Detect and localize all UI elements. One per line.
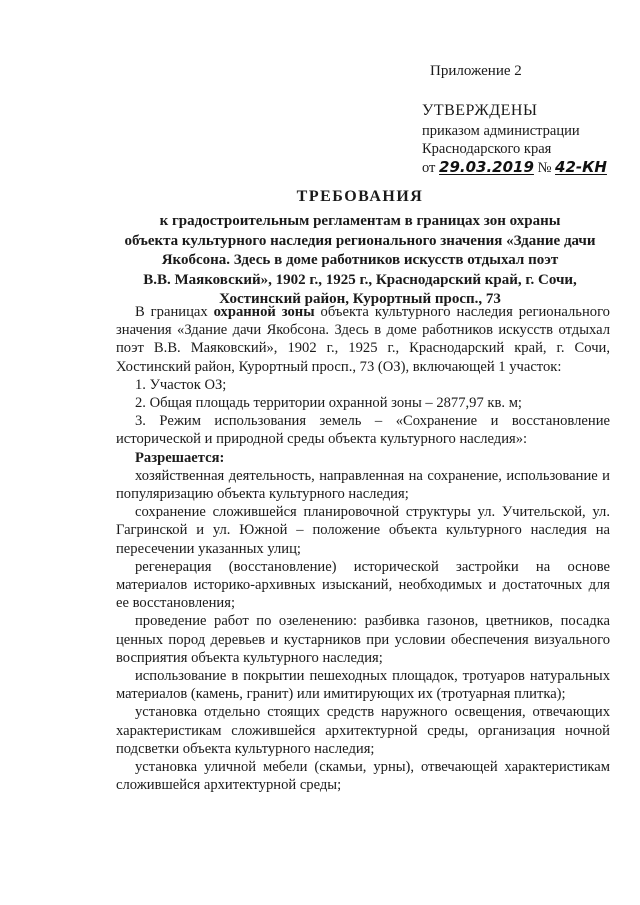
- handwritten-number: 42-КН: [555, 158, 607, 176]
- intro-bold: охранной зоны: [213, 304, 315, 320]
- date-prefix: от: [422, 160, 436, 176]
- permitted-item: установка отдельно стоящих средств наружного освещения, отвечающих характеристикам сложившейся архитектурной среды, организация ночной подсветки объекта культурного наследия;: [116, 704, 610, 757]
- intro-before: В границах: [135, 304, 214, 320]
- list-item-2: 2. Общая площадь территории охранной зоны – 2877,97 кв. м;: [135, 395, 522, 412]
- document-body: [116, 303, 610, 794]
- approval-line-2: Краснодарского края: [422, 141, 552, 157]
- subtitle-line: объекта культурного наследия регионального значения «Здание дачи: [124, 232, 596, 249]
- number-prefix: №: [537, 160, 552, 176]
- intro-after: объекта культурного наследия регионального значения «Здание дачи Якобсона. Здесь в доме работников искусств отдыхал поэт В.В. Маяковский», 1902 г., 1925 г., Краснодарский край, г. Сочи, Хостинский район, Курортный просп., 73 (ОЗ), включающей 1 участок:: [116, 304, 610, 375]
- permitted-item: хозяйственная деятельность, направленная на сохранение, использование и популяризацию объекта культурного наследия;: [116, 467, 610, 503]
- appendix-label: Приложение 2: [430, 63, 522, 79]
- intro-paragraph: [116, 303, 610, 376]
- permitted-item: установка уличной мебели (скамьи, урны), отвечающей характеристикам сложившейся архитектурной среды;: [116, 759, 610, 794]
- subtitle-line: Якобсона. Здесь в доме работников искусств отдыхал поэт: [161, 252, 559, 268]
- approved-heading: УТВЕРЖДЕНЫ: [422, 102, 538, 119]
- permitted-heading: Разрешается:: [135, 449, 225, 466]
- permitted-item: использование в покрытии пешеходных площадок, тротуаров натуральных материалов (камень, гранит) или имитирующих их (тротуарная плитка);: [116, 668, 610, 703]
- permitted-item: регенерация (восстановление) исторической застройки на основе материалов историко-архивных изысканий, необходимых и достаточных для ее восстановления;: [116, 558, 610, 612]
- handwritten-date: 29.03.2019: [439, 158, 534, 176]
- document-title-block: [100, 188, 620, 310]
- approval-date-line: [422, 158, 622, 177]
- subtitle-line: В.В. Маяковский», 1902 г., 1925 г., Краснодарский край, г. Сочи,: [143, 271, 577, 288]
- permitted-item: проведение работ по озеленению: разбивка газонов, цветников, посадка ценных пород деревьев и кустарников при условии обеспечения визуального восприятия объекта культурного наследия;: [116, 613, 610, 666]
- subtitle-line: к градостроительным регламентам в границах зон охраны: [159, 213, 561, 229]
- list-item-3: 3. Режим использования земель – «Сохранение и восстановление исторической и природной среды объекта культурного наследия»:: [116, 413, 610, 448]
- subtitle-line: Хостинский район, Курортный просп., 73: [219, 291, 501, 307]
- list-item-1: 1. Участок ОЗ;: [135, 376, 227, 393]
- approval-line-1: приказом администрации: [422, 123, 580, 139]
- approval-block: [422, 62, 622, 177]
- permitted-item: сохранение сложившейся планировочной структуры ул. Учительской, ул. Гагринской и ул. Южной – положение объекта культурного наследия на пересечении указанных улиц;: [116, 504, 610, 557]
- document-title: ТРЕБОВАНИЯ: [296, 188, 424, 205]
